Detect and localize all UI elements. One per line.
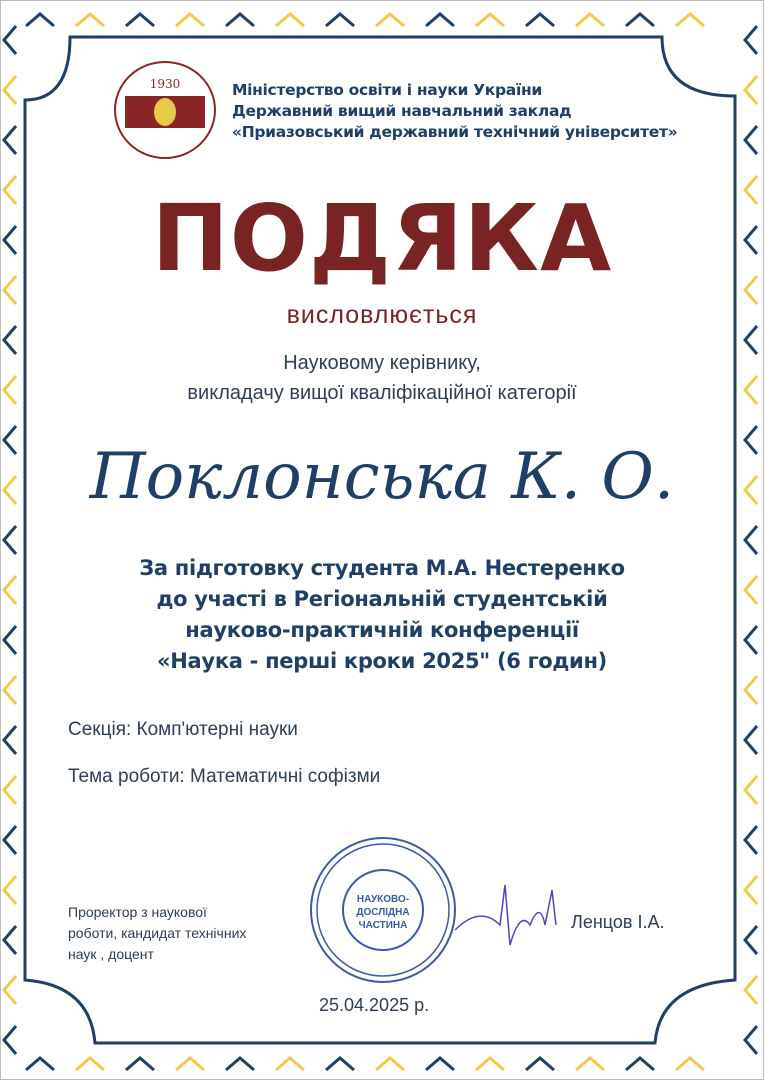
ornament-chevron [476, 14, 504, 26]
ornament-chevron [745, 26, 757, 54]
ornament-chevron [4, 526, 16, 554]
ornament-chevron [26, 1058, 54, 1070]
ornament-chevron [4, 776, 16, 804]
certificate-title: ПОДЯКА [151, 185, 613, 292]
position-line: роботи, кандидат технічних [68, 925, 247, 941]
ornament-chevron [76, 14, 104, 26]
role-line: викладачу вищої кваліфікаційної категорії [187, 382, 577, 404]
ornament-chevron [526, 14, 554, 26]
ornament-chevron [326, 14, 354, 26]
ornament-chevron [576, 14, 604, 26]
ornament-chevron [226, 1058, 254, 1070]
ornament-chevron [745, 926, 757, 954]
section-label: Секція: Комп'ютерні науки [68, 719, 298, 740]
ornament-chevron [276, 14, 304, 26]
ornament-chevron [676, 14, 704, 26]
institution-header [232, 80, 677, 143]
role-line: Науковому керівнику, [283, 352, 481, 374]
ornament-chevron [326, 1058, 354, 1070]
signatory-name: Ленцов І.А. [571, 912, 665, 932]
ornament-chevron [4, 76, 16, 104]
university-logo [115, 62, 215, 158]
ornament-chevron [376, 1058, 404, 1070]
ornament-chevron [476, 1058, 504, 1070]
svg-text:НАУКОВО-: НАУКОВО- [356, 894, 410, 905]
ornament-chevron [745, 876, 757, 904]
ornament-chevron [176, 1058, 204, 1070]
ornament-chevron [4, 676, 16, 704]
ornament-chevron [126, 1058, 154, 1070]
reason-line: науково-практичній конференції [185, 618, 579, 642]
ornament-chevron [745, 526, 757, 554]
topic-label: Тема роботи: Математичні софізми [68, 766, 381, 787]
ornament-chevron [626, 1058, 654, 1070]
ornament-chevron [426, 1058, 454, 1070]
ornament-chevron [745, 976, 757, 1004]
reason-line: За підготовку студента М.А. Нестеренко [139, 556, 625, 580]
reason-line: до участі в Регіональній студентській [156, 587, 608, 611]
ornament-chevron [745, 776, 757, 804]
ornament-chevron [745, 826, 757, 854]
reason-line: «Наука - перші кроки 2025" (6 годин) [157, 649, 607, 673]
ornament-chevron [745, 126, 757, 154]
certificate-subtitle: висловлюється [286, 301, 478, 329]
ornament-chevron [4, 826, 16, 854]
svg-text:ЧАСТИНА: ЧАСТИНА [358, 920, 408, 931]
ornament-chevron [426, 14, 454, 26]
ornament-chevron [4, 926, 16, 954]
ornament-chevron [745, 1026, 757, 1054]
ornament-chevron [526, 1058, 554, 1070]
header-line: Державний вищий навчальний заклад [232, 102, 572, 120]
ornament-chevron [4, 126, 16, 154]
ornament-chevron [745, 676, 757, 704]
ornament-chevron [4, 26, 16, 54]
position-line: наук , доцент [68, 946, 154, 962]
header-line: «Приазовський державний технічний університет» [232, 123, 678, 141]
ornament-chevron [4, 876, 16, 904]
ornament-chevron [4, 726, 16, 754]
award-reason [0, 553, 764, 677]
position-line: Проректор з наукової [68, 904, 207, 920]
svg-text:ДОСЛІДНА: ДОСЛІДНА [356, 907, 410, 918]
header-line: Міністерство освіти і науки України [232, 81, 542, 99]
ornament-chevron [576, 1058, 604, 1070]
ornament-chevron [4, 1026, 16, 1054]
signatory-position [68, 902, 246, 965]
ornament-chevron [126, 14, 154, 26]
ornament-chevron [676, 1058, 704, 1070]
ornament-chevron [276, 1058, 304, 1070]
ornament-chevron [26, 14, 54, 26]
ornament-chevron [745, 76, 757, 104]
ornament-chevron [226, 14, 254, 26]
ornament-chevron [376, 14, 404, 26]
svg-text:1930: 1930 [149, 77, 181, 91]
recipient-role [0, 348, 764, 408]
ornament-chevron [76, 1058, 104, 1070]
ornament-chevron [4, 976, 16, 1004]
ornament-chevron [626, 14, 654, 26]
recipient-name: Поклонська К. О. [89, 440, 675, 514]
issue-date: 25.04.2025 р. [319, 995, 430, 1015]
ornament-chevron [176, 14, 204, 26]
ornament-chevron [745, 726, 757, 754]
